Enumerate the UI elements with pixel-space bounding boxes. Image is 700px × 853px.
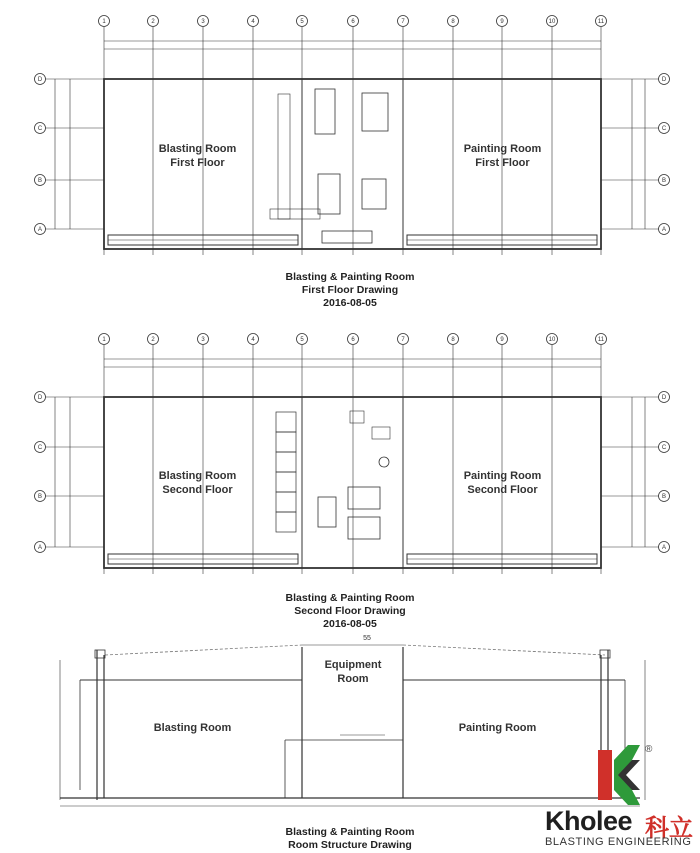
plan2-grid-label-4: 4 [251, 337, 255, 344]
plan2-grid-label-5: 5 [300, 337, 304, 344]
plan1-blast-title-line1: Blasting Room [158, 143, 237, 155]
plan2-row-label-right-D: D [661, 395, 667, 402]
plan1-row-label-left-B: B [37, 178, 43, 185]
plan2-row-label-left-A: A [37, 545, 43, 552]
plan2-hopper-1 [276, 432, 296, 452]
brand-name: Kholee [545, 806, 633, 836]
plan2-hopper-0 [276, 412, 296, 432]
plan1-row-label-left-C: C [37, 126, 43, 133]
plan1-caption-line2: First Floor Drawing [301, 284, 399, 296]
structure-caption [270, 826, 430, 852]
plan2-caption-line1: Blasting & Painting Room [285, 592, 415, 604]
plan1-caption-date: 2016-08-05 [323, 297, 377, 309]
plan2-hopper-2 [276, 452, 296, 472]
plan2-grid-label-7: 7 [401, 337, 405, 344]
plan1-grid-label-1: 1 [102, 19, 106, 26]
plan2-row-label-right-B: B [661, 494, 667, 501]
structure-caption-line2: Room Structure Drawing [288, 839, 412, 851]
plan2-caption-line2: Second Floor Drawing [294, 605, 406, 617]
plan2-row-label-left-B: B [37, 494, 43, 501]
plan2-vent-circle [379, 457, 389, 467]
plan1-grid-label-7: 7 [401, 19, 405, 26]
structure-painting-room-label: Painting Room [458, 722, 537, 734]
plan1-equipment-pit [322, 231, 372, 243]
plan2-row-label-left-C: C [37, 445, 43, 452]
plan2-grid-label-11: 11 [597, 337, 605, 344]
plan1-screw-conveyor [270, 209, 320, 219]
plan2-hopper-5 [276, 512, 296, 532]
plan2-grid-label-8: 8 [451, 337, 455, 344]
plan2-caption-date: 2016-08-05 [323, 618, 377, 630]
plan2-fan-2 [372, 427, 390, 439]
brand-tagline: BLASTING ENGINEERING [545, 836, 692, 848]
plan1-grid-label-6: 6 [351, 19, 355, 26]
plan1-paint-title-line2: First Floor [475, 157, 530, 169]
plan1-grid-label-4: 4 [251, 19, 255, 26]
plan1-control-cabinet [362, 179, 386, 209]
plan1-caption-line1: Blasting & Painting Room [285, 271, 415, 283]
plan1-blast-title-line2: First Floor [170, 157, 225, 169]
structure-blasting-room-label: Blasting Room [153, 722, 232, 734]
plan2-grid-label-6: 6 [351, 337, 355, 344]
plan2-grid-label-3: 3 [201, 337, 205, 344]
plan2-hopper-4 [276, 492, 296, 512]
plan1-painting-room-label [455, 142, 550, 170]
plan2-grid-label-1: 1 [102, 337, 106, 344]
plan1-row-label-right-C: C [661, 126, 667, 133]
plan1-blower-unit [362, 93, 388, 131]
equipment-title-line1: Equipment [324, 659, 382, 671]
plan1-row-label-right-B: B [661, 178, 667, 185]
equipment-room-label [313, 658, 393, 686]
plan1-grid-label-8: 8 [451, 19, 455, 26]
plan1-caption [270, 271, 430, 310]
roof-line-right [403, 645, 605, 655]
plan1-grid-label-11: 11 [597, 19, 605, 26]
plan1-blasting-room-label [150, 142, 245, 170]
plan2-painting-room-label [455, 469, 550, 497]
top-dimension: 55 [363, 634, 371, 642]
plan1-grid-label-9: 9 [500, 19, 504, 26]
plan1-row-label-right-A: A [661, 227, 667, 234]
plan2-fan-1 [350, 411, 364, 423]
plan1-bucket-elevator [278, 94, 290, 219]
registered-mark: ® [645, 744, 653, 755]
brand-chinese-name: 科立 [645, 815, 693, 842]
plan2-blasting-room-label [150, 469, 245, 497]
equipment-title-line2: Room [337, 673, 369, 685]
plan2-grid-label-2: 2 [151, 337, 155, 344]
plan1-grid-label-2: 2 [151, 19, 155, 26]
plan2-row-label-right-A: A [661, 545, 667, 552]
plan2-hopper-3 [276, 472, 296, 492]
plan2-paint-title-line1: Painting Room [463, 470, 542, 482]
roof-line-left [105, 645, 302, 655]
plan2-caption [270, 592, 430, 631]
plan1-recovery-unit [318, 174, 340, 214]
plan1-dust-collector [315, 89, 335, 134]
plan1-row-label-right-D: D [661, 77, 667, 84]
logo-red-bar [598, 750, 612, 800]
structure-caption-line1: Blasting & Painting Room [285, 826, 415, 838]
plan2-paint-title-line2: Second Floor [467, 484, 538, 496]
plan2-grid-label-9: 9 [500, 337, 504, 344]
plan1-grid-label-3: 3 [201, 19, 205, 26]
plan2-grid-label-10: 10 [548, 337, 556, 344]
logo-green-chevron [614, 745, 640, 805]
plan2-blast-title-line1: Blasting Room [158, 470, 237, 482]
plan2-row-label-left-D: D [37, 395, 43, 402]
plan1-grid-label-5: 5 [300, 19, 304, 26]
plan2-row-label-right-C: C [661, 445, 667, 452]
plan2-recovery-unit [318, 497, 336, 527]
plan1-paint-title-line1: Painting Room [463, 143, 542, 155]
plan1-row-label-left-A: A [37, 227, 43, 234]
plan1-row-label-left-D: D [37, 77, 43, 84]
plan2-blast-title-line2: Second Floor [162, 484, 233, 496]
plan1-grid-label-10: 10 [548, 19, 556, 26]
